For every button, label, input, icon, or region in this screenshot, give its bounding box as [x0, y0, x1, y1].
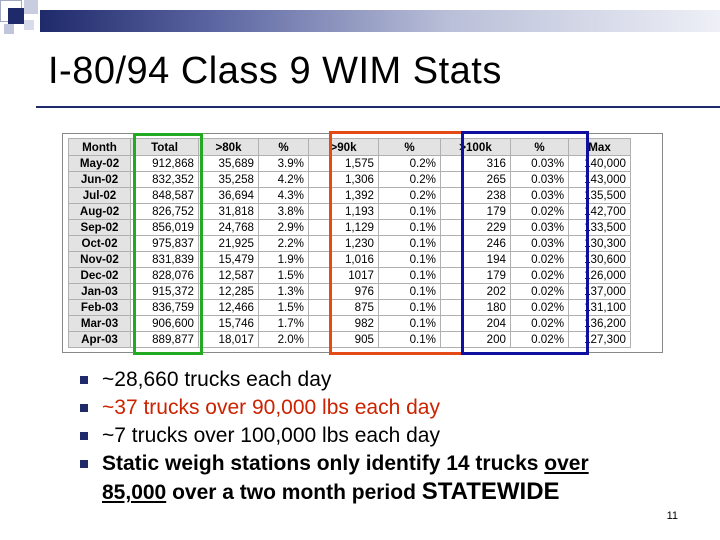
table-cell: 204 — [441, 316, 511, 332]
decorative-square — [8, 8, 24, 24]
statewide-emphasis: STATEWIDE — [421, 478, 560, 505]
bullet-text: ~37 trucks over 90,000 lbs each day — [102, 396, 440, 419]
table-cell: 1,129 — [309, 220, 379, 236]
table-cell: 0.02% — [511, 300, 569, 316]
month-cell: Feb-03 — [69, 300, 131, 316]
bullet-text: over a two month period — [166, 481, 422, 504]
table-cell: 143,000 — [569, 172, 631, 188]
table-cell: 1,575 — [309, 156, 379, 172]
table-cell: 0.02% — [511, 204, 569, 220]
decorative-square — [24, 0, 38, 14]
column-header: Month — [69, 139, 131, 156]
bullet-text: ~28,660 trucks each day — [102, 368, 332, 391]
table-cell: 826,752 — [131, 204, 199, 220]
table-cell: 0.1% — [379, 332, 441, 348]
bullet-item — [80, 450, 680, 507]
table-cell: 1017 — [309, 268, 379, 284]
table-cell: 0.1% — [379, 316, 441, 332]
column-header: % — [379, 139, 441, 156]
table-cell: 12,587 — [199, 268, 259, 284]
month-cell: Mar-03 — [69, 316, 131, 332]
table-cell: 133,500 — [569, 220, 631, 236]
column-header: >80k — [199, 139, 259, 156]
column-header: % — [511, 139, 569, 156]
bullet-item — [80, 366, 680, 394]
table-cell: 1,193 — [309, 204, 379, 220]
table-cell: 179 — [441, 268, 511, 284]
table-cell: 1,306 — [309, 172, 379, 188]
table-cell: 18,017 — [199, 332, 259, 348]
table-cell: 12,285 — [199, 284, 259, 300]
month-cell: Dec-02 — [69, 268, 131, 284]
slide-title: I-80/94 Class 9 WIM Stats — [48, 50, 502, 92]
table-cell: 31,818 — [199, 204, 259, 220]
table-cell: 180 — [441, 300, 511, 316]
column-header: >100k — [441, 139, 511, 156]
table-cell: 12,466 — [199, 300, 259, 316]
table-cell: 135,500 — [569, 188, 631, 204]
square-bullet-icon — [80, 432, 88, 440]
table-cell: 24,768 — [199, 220, 259, 236]
table-cell: 0.03% — [511, 220, 569, 236]
bullet-list — [80, 366, 680, 507]
column-header: Total — [131, 139, 199, 156]
title-rule — [36, 106, 720, 108]
table-cell: 906,600 — [131, 316, 199, 332]
table-cell: 1,392 — [309, 188, 379, 204]
total-column-highlight — [133, 133, 203, 355]
table-cell: 1,230 — [309, 236, 379, 252]
table-cell: 4.3% — [259, 188, 309, 204]
table-cell: 912,868 — [131, 156, 199, 172]
table-cell: 130,600 — [569, 252, 631, 268]
table-cell: 0.03% — [511, 188, 569, 204]
table-cell: 0.2% — [379, 156, 441, 172]
over-100k-highlight — [461, 131, 589, 355]
table-cell: 35,258 — [199, 172, 259, 188]
table-cell: 0.1% — [379, 252, 441, 268]
over-90k-highlight — [329, 131, 464, 355]
table-cell: 1,016 — [309, 252, 379, 268]
table-cell: 137,000 — [569, 284, 631, 300]
table-cell: 238 — [441, 188, 511, 204]
decorative-square — [4, 24, 14, 34]
square-bullet-icon — [80, 404, 88, 412]
bullet-underlined-text: 85,000 — [102, 481, 167, 504]
square-bullet-icon — [80, 460, 88, 468]
bullet-item — [80, 422, 680, 450]
table-cell: 848,587 — [131, 188, 199, 204]
column-header: >90k — [309, 139, 379, 156]
table-cell: 856,019 — [131, 220, 199, 236]
decorative-square — [24, 20, 34, 30]
table-cell: 0.02% — [511, 252, 569, 268]
table-cell: 0.03% — [511, 172, 569, 188]
square-bullet-icon — [80, 376, 88, 384]
table-cell: 3.9% — [259, 156, 309, 172]
table-cell: 4.2% — [259, 172, 309, 188]
month-cell: Jul-02 — [69, 188, 131, 204]
table-cell: 975,837 — [131, 236, 199, 252]
table-cell: 0.1% — [379, 204, 441, 220]
table-cell: 0.02% — [511, 332, 569, 348]
table-cell: 1.3% — [259, 284, 309, 300]
table-cell: 229 — [441, 220, 511, 236]
table-cell: 1.5% — [259, 300, 309, 316]
table-cell: 1.7% — [259, 316, 309, 332]
month-cell: Jun-02 — [69, 172, 131, 188]
table-cell: 35,689 — [199, 156, 259, 172]
column-header: Max — [569, 139, 631, 156]
table-cell: 836,759 — [131, 300, 199, 316]
table-cell: 982 — [309, 316, 379, 332]
table-cell: 1.5% — [259, 268, 309, 284]
table-cell: 142,700 — [569, 204, 631, 220]
month-cell: Oct-02 — [69, 236, 131, 252]
table-cell: 0.2% — [379, 188, 441, 204]
table-cell: 126,000 — [569, 268, 631, 284]
table-cell: 875 — [309, 300, 379, 316]
bullet-text: Static weigh stations only identify 14 trucks — [102, 452, 545, 475]
table-cell: 0.1% — [379, 300, 441, 316]
table-cell: 36,694 — [199, 188, 259, 204]
table-cell: 915,372 — [131, 284, 199, 300]
bullet-underlined-text: over — [544, 452, 589, 475]
month-cell: Jan-03 — [69, 284, 131, 300]
table-cell: 832,352 — [131, 172, 199, 188]
table-cell: 127,300 — [569, 332, 631, 348]
month-cell: Aug-02 — [69, 204, 131, 220]
table-cell: 0.1% — [379, 284, 441, 300]
table-cell: 1.9% — [259, 252, 309, 268]
month-cell: Sep-02 — [69, 220, 131, 236]
table-cell: 140,000 — [569, 156, 631, 172]
table-cell: 202 — [441, 284, 511, 300]
table-cell: 0.02% — [511, 268, 569, 284]
month-cell: Nov-02 — [69, 252, 131, 268]
page-number: 11 — [666, 510, 678, 522]
table-cell: 265 — [441, 172, 511, 188]
table-cell: 15,746 — [199, 316, 259, 332]
table-cell: 0.2% — [379, 172, 441, 188]
table-cell: 828,076 — [131, 268, 199, 284]
table-cell: 0.03% — [511, 236, 569, 252]
column-header: % — [259, 139, 309, 156]
table-cell: 194 — [441, 252, 511, 268]
table-cell: 15,479 — [199, 252, 259, 268]
table-cell: 2.0% — [259, 332, 309, 348]
table-cell: 130,300 — [569, 236, 631, 252]
table-cell: 179 — [441, 204, 511, 220]
table-cell: 905 — [309, 332, 379, 348]
table-cell: 2.9% — [259, 220, 309, 236]
month-cell: Apr-03 — [69, 332, 131, 348]
table-cell: 246 — [441, 236, 511, 252]
table-cell: 131,100 — [569, 300, 631, 316]
table-cell: 0.03% — [511, 156, 569, 172]
table-cell: 0.1% — [379, 220, 441, 236]
table-cell: 3.8% — [259, 204, 309, 220]
table-cell: 0.02% — [511, 316, 569, 332]
table-cell: 0.02% — [511, 284, 569, 300]
bullet-item — [80, 394, 680, 422]
month-cell: May-02 — [69, 156, 131, 172]
table-cell: 976 — [309, 284, 379, 300]
table-cell: 21,925 — [199, 236, 259, 252]
table-cell: 200 — [441, 332, 511, 348]
bullet-text: ~7 trucks over 100,000 lbs each day — [102, 424, 440, 447]
table-cell: 2.2% — [259, 236, 309, 252]
table-cell: 0.1% — [379, 268, 441, 284]
table-cell: 316 — [441, 156, 511, 172]
header-gradient-bar — [40, 10, 720, 32]
table-cell: 889,877 — [131, 332, 199, 348]
table-cell: 136,200 — [569, 316, 631, 332]
table-cell: 831,839 — [131, 252, 199, 268]
table-cell: 0.1% — [379, 236, 441, 252]
